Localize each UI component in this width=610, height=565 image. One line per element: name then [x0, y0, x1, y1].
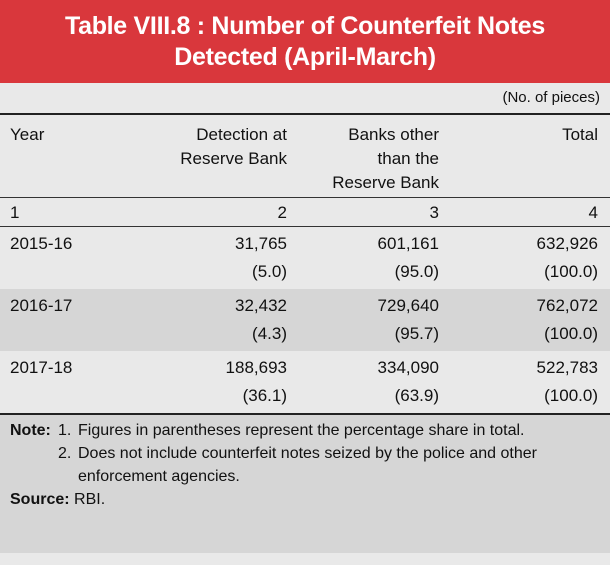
detection-value: 31,765: [235, 234, 287, 253]
year-cell: 2017-18: [10, 358, 73, 377]
header-banks-line-1: Banks other: [348, 125, 439, 144]
source-line: [10, 488, 600, 511]
column-number-2: 2: [277, 203, 287, 222]
table-row: [0, 351, 610, 413]
banks-share: (95.0): [394, 262, 439, 281]
table-row: [0, 289, 610, 351]
source-text: RBI.: [74, 491, 106, 508]
total-share: (100.0): [544, 262, 598, 281]
detection-value: 188,693: [225, 358, 287, 377]
header-banks-line-2: than the: [377, 149, 439, 168]
note-2: [10, 442, 600, 488]
banks-share: (63.9): [394, 386, 439, 405]
total-share: (100.0): [544, 324, 598, 343]
source-label: Source:: [10, 491, 70, 508]
detection-share: (4.3): [252, 324, 287, 343]
banks-value: 601,161: [377, 234, 439, 253]
header-total: Total: [562, 125, 598, 144]
detection-share: (5.0): [252, 262, 287, 281]
note-text: Figures in parentheses represent the percentage share in total.: [78, 422, 525, 439]
table-title-line-1: Table VIII.8 : Number of Counterfeit Notes: [64, 12, 546, 40]
header-banks-line-3: Reserve Bank: [332, 173, 439, 192]
table-row: [0, 227, 610, 289]
banks-value: 334,090: [377, 358, 439, 377]
note-text: Does not include counterfeit notes seized by the police and other enforcement agencies.: [78, 445, 537, 485]
year-cell: 2015-16: [10, 234, 73, 253]
column-header-row: [0, 113, 610, 197]
header-year: Year: [10, 125, 45, 144]
total-value: 762,072: [536, 296, 598, 315]
header-detection: [180, 123, 287, 171]
header-detection-line-1: Detection at: [196, 125, 287, 144]
note-number: 2.: [58, 445, 72, 462]
column-number-row: [0, 197, 610, 227]
units-label: (No. of pieces): [0, 83, 610, 113]
banks-value: 729,640: [377, 296, 439, 315]
total-value: 632,926: [536, 234, 598, 253]
banks-share: (95.7): [394, 324, 439, 343]
column-number-4: 4: [588, 203, 598, 222]
total-share: (100.0): [544, 386, 598, 405]
header-banks: [332, 123, 439, 195]
note-1: [10, 419, 600, 442]
detection-share: (36.1): [242, 386, 287, 405]
detection-value: 32,432: [235, 296, 287, 315]
notes-section: [0, 413, 610, 553]
column-number-3: 3: [429, 203, 439, 222]
table-title-line-2: Detected (April-March): [174, 43, 436, 71]
table-title: [0, 0, 610, 83]
note-number: 1.: [58, 422, 72, 439]
note-label: Note:: [10, 422, 51, 439]
column-number-1: 1: [10, 203, 20, 222]
total-value: 522,783: [536, 358, 598, 377]
header-detection-line-2: Reserve Bank: [180, 149, 287, 168]
year-cell: 2016-17: [10, 296, 73, 315]
